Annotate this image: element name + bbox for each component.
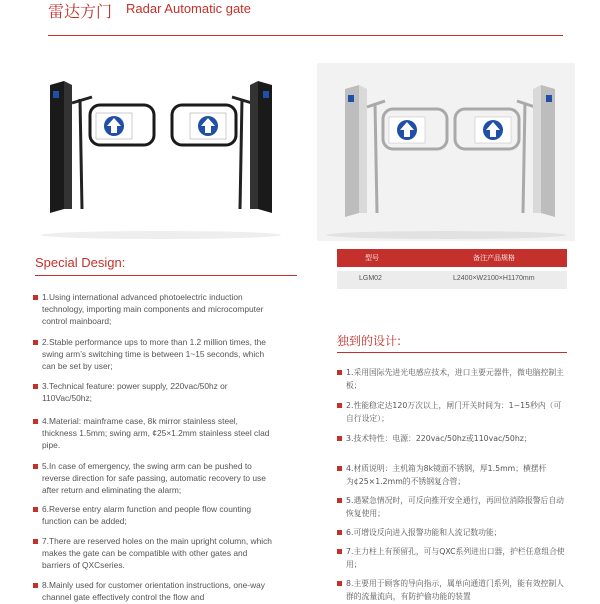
feature-en-item: 7.There are reserved holes on the main upright column, which makes the gate can be compatible with other gates and barriers of QXCseries.	[33, 536, 273, 571]
black-gate-photo	[32, 63, 290, 241]
bullet-icon	[337, 403, 342, 408]
feature-en-item: 5.In case of emergency, the swing arm can be pushed to reverse direction for safe passing, automatic recovery to use after return and eliminating the alarm;	[33, 461, 273, 496]
bullet-icon	[33, 295, 38, 300]
bullet-icon	[33, 384, 38, 389]
bullet-icon	[337, 549, 342, 554]
stainless-gate-photo	[317, 63, 575, 241]
bullet-icon	[33, 583, 38, 588]
feature-cn-item: 5.遇紧急情况时，可反向推开安全通行，再回位消除报警后自动恢复使用；	[337, 494, 569, 520]
feature-cn-item: 7.主力柱上有预留孔，可与QXC系列进出口器，护栏任意组合使用；	[337, 545, 569, 571]
bullet-icon	[337, 370, 342, 375]
spec-header-model: 型号	[365, 254, 379, 262]
feature-cn-item: 2.性能稳定达120万次以上，闸门开关时间为：1~15秒内（可自行设定）；	[337, 399, 569, 425]
feature-cn-item: 4.材质说明：主机箱为8k镜面不锈钢，厚1.5mm；横摆杆为¢25×1.2mm的不锈钢复合管；	[337, 462, 569, 488]
bullet-icon	[33, 507, 38, 512]
spec-cell-model: LGM02	[359, 275, 382, 282]
bullet-icon	[337, 436, 342, 441]
feature-cn-item: 6.可增设反向进入报警功能和人流记数功能；	[337, 526, 569, 539]
feature-cn-item: 3.技术特性：电源：220vac/50hz或110vac/50hz；	[337, 432, 569, 445]
feature-cn-item: 1.采用国际先进光电感应技术，进口主要元器件，微电脑控制主板；	[337, 366, 569, 392]
spec-table-header	[337, 249, 567, 267]
feature-en-item: 4.Material: mainframe case, 8k mirror stainless steel, thickness 1.5mm; swing arm, ¢25×1.2mm stainless steel clad pipe.	[33, 416, 273, 451]
special-design-heading-en: Special Design:	[35, 255, 126, 270]
bullet-icon	[337, 498, 342, 503]
spec-table-row	[337, 271, 567, 289]
feature-cn-item: 8.主要用于顾客的导向指示，属单向通道门系列，能有效控制人群的流量流向，有防护偷功能的装置	[337, 577, 569, 603]
spec-header-size: 备注产品规格	[473, 254, 515, 262]
bullet-icon	[33, 539, 38, 544]
page-title-cn: 雷达方门	[48, 2, 113, 21]
bullet-icon	[33, 464, 38, 469]
feature-en-item: 1.Using international advanced photoelectric induction technology, importing main components and microcomputer control mainboard;	[33, 292, 273, 327]
bullet-icon	[337, 530, 342, 535]
bullet-icon	[33, 340, 38, 345]
special-design-underline-en	[35, 275, 297, 276]
special-design-underline-cn	[337, 352, 567, 353]
bullet-icon	[33, 419, 38, 424]
header-divider	[48, 35, 563, 36]
feature-en-item: 3.Technical feature: power supply, 220vac/50hz or 110Vac/50hz;	[33, 381, 273, 405]
feature-en-item: 6.Reverse entry alarm function and people flow counting function can be added;	[33, 504, 273, 528]
special-design-heading-cn: 独到的设计:	[337, 334, 402, 348]
feature-en-item: 2.Stable performance ups to more than 1.2 million times, the swing arm’s switching time is between 1~15 seconds, which can be set by user;	[33, 337, 273, 372]
bullet-icon	[337, 581, 342, 586]
bullet-icon	[337, 466, 342, 471]
feature-en-item: 8.Mainly used for customer orientation instructions, one-way channel gate effectively control the flow and	[33, 580, 273, 604]
spec-cell-size: L2400×W2100×H1170mm	[453, 275, 535, 282]
page-title-en: Radar Automatic gate	[126, 1, 252, 16]
